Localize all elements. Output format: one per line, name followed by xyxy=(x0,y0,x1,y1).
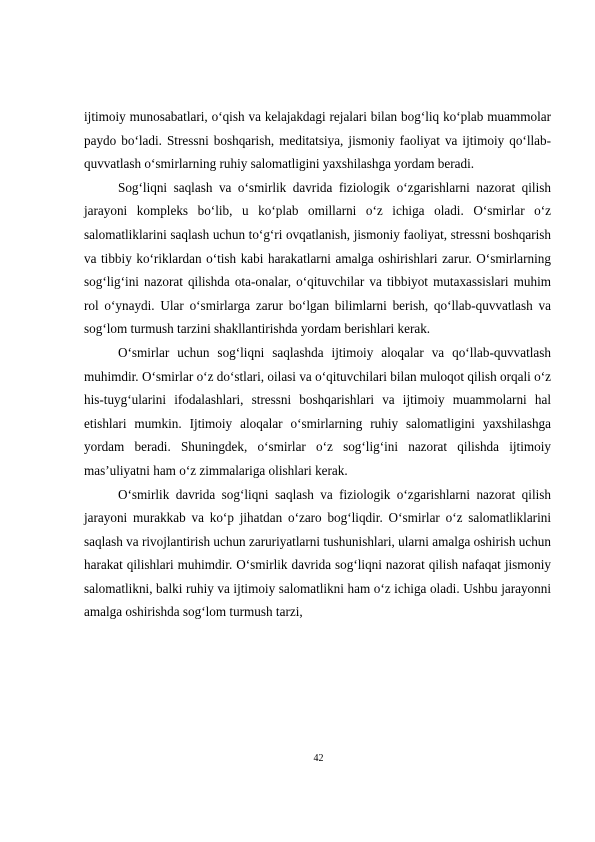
paragraph-3: O‘smirlar uchun sog‘liqni saqlashda ijtimoiy aloqalar va qo‘llab-quvvatlash muhimdir. O‘smirlar o‘z do‘stlari, oilasi va o‘qituvchilari bilan muloqot qilish orqali o‘z his-tuyg‘ularini ifodalashlari, stressni boshqarishlari va ijtimoiy muammolarni hal etishlari mumkin. Ijtimoiy aloqalar o‘smirlarning ruhiy salomatligini yaxshilashga yordam beradi. Shuningdek, o‘smirlar o‘z sog‘lig‘ini nazorat qilishda ijtimoiy mas’uliyatni ham o‘z zimmalariga olishlari kerak. xyxy=(84,344,551,478)
paragraph-4: O‘smirlik davrida sog‘liqni saqlash va fiziologik o‘zgarishlarni nazorat qilish jarayoni murakkab va ko‘p jihatdan o‘zaro bog‘liqdir. O‘smirlar o‘z salomatliklarini saqlash va rivojlantirish uchun zaruriyatlarni tushunishlari, ularni amalga oshirish uchun harakat qilishlari muhimdir. O‘smirlik davrida sog‘liqni nazorat qilish nafaqat jismoniy salomatlikni, balki ruhiy va ijtimoiy salomatlikni ham o‘z ichiga oladi. Ushbu jarayonni amalga oshirishda sog‘lom turmush tarzi, xyxy=(84,486,551,620)
paragraph-2: Sog‘liqni saqlash va o‘smirlik davrida fiziologik o‘zgarishlarni nazorat qilish jarayoni kompleks bo‘lib, u ko‘plab omillarni o‘z ichiga oladi. O‘smirlar o‘z salomatliklarini saqlash uchun to‘g‘ri ovqatlanish, jismoniy faoliyat, stressni boshqarish va tibbiy ko‘riklardan o‘tish kabi harakatlarni amalga oshirishlari zarur. O‘smirlarning sog‘lig‘ini nazorat qilishda ota-onalar, o‘qituvchilar va tibbiyot mutaxassislari muhim rol o‘ynaydi. Ular o‘smirlarga zarur bo‘lgan bilimlarni berish, qo‘llab-quvvatlash va sog‘lom turmush tarzini shakllantirishda yordam berishlari kerak. xyxy=(84,179,551,337)
page-body xyxy=(84,105,551,624)
page-number: 42 xyxy=(313,753,324,764)
paragraph-1: ijtimoiy munosabatlari, o‘qish va kelajakdagi rejalari bilan bog‘liq ko‘plab muammolar paydo bo‘ladi. Stressni boshqarish, meditatsiya, jismoniy faoliyat va ijtimoiy qo‘llab-quvvatlash o‘smirlarning ruhiy salomatligini yaxshilashga yordam beradi. xyxy=(84,109,551,172)
